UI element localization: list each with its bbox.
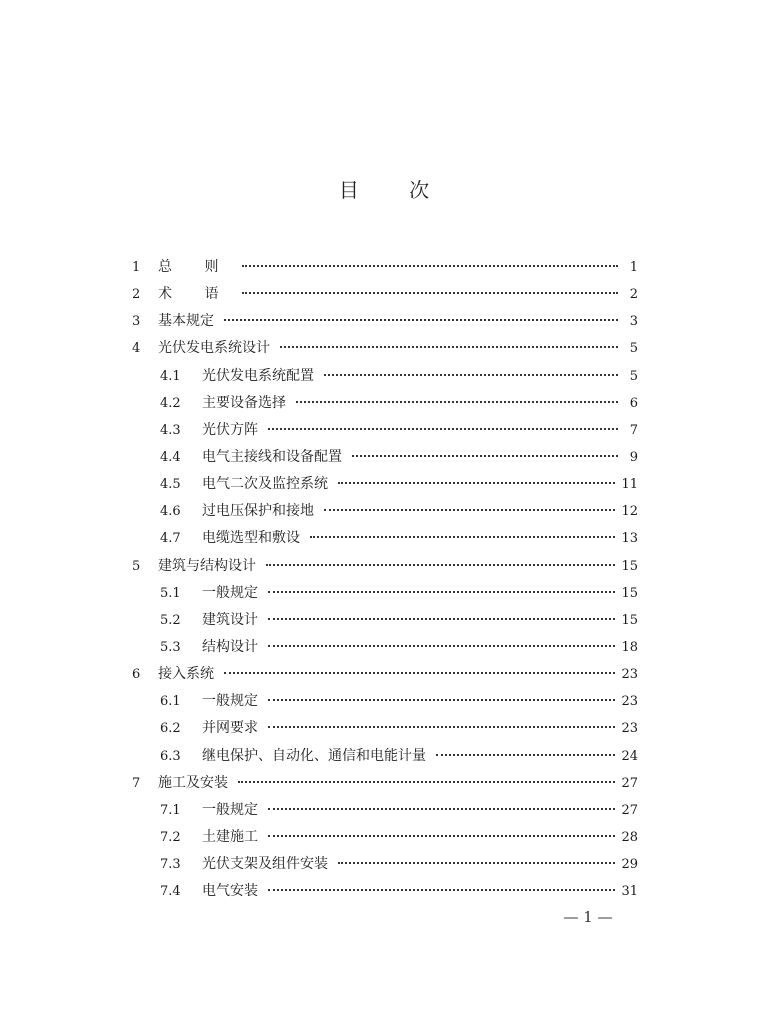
toc-entry[interactable] xyxy=(132,770,638,797)
page-title: 目 次 xyxy=(338,178,452,202)
toc-section-number: 2 xyxy=(132,287,141,303)
toc-dot-leader xyxy=(266,563,615,566)
toc-section-number: 5.2 xyxy=(160,612,181,628)
toc-dot-leader xyxy=(224,671,615,674)
toc-section-number: 4 xyxy=(132,341,141,357)
toc-page-number: 15 xyxy=(621,558,638,574)
toc-entry[interactable] xyxy=(132,254,638,281)
toc-section-number: 6.2 xyxy=(160,721,181,737)
toc-page-number: 1 xyxy=(629,260,638,275)
toc-page-number: 23 xyxy=(621,721,638,737)
toc-section-number: 4.7 xyxy=(160,531,181,547)
toc-page-number: 3 xyxy=(629,314,638,330)
toc-page-number: 12 xyxy=(621,504,638,520)
toc-page-number: 24 xyxy=(621,748,638,764)
toc-section-number: 7.4 xyxy=(160,884,181,900)
toc-entry[interactable] xyxy=(132,417,638,444)
toc-entry[interactable] xyxy=(132,363,638,390)
toc-page-number: 9 xyxy=(629,449,638,465)
toc-section-number: 4.5 xyxy=(160,477,181,493)
toc-section-number: 5 xyxy=(132,558,141,574)
toc-section-title: 过电压保护和接地 xyxy=(202,503,314,520)
toc-dot-leader xyxy=(242,264,618,267)
toc-section-title: 电缆选型和敷设 xyxy=(202,530,300,547)
toc-entry[interactable] xyxy=(132,634,638,661)
toc-entry[interactable] xyxy=(132,851,638,878)
toc-dot-leader xyxy=(268,617,615,620)
toc-dot-leader xyxy=(296,400,618,403)
toc-page-number: 23 xyxy=(621,667,638,683)
toc-page-number: 5 xyxy=(629,341,638,357)
toc-page-number: 2 xyxy=(629,287,638,303)
toc-dot-leader xyxy=(436,753,615,756)
toc-entry[interactable] xyxy=(132,688,638,715)
toc-section-number: 7 xyxy=(132,775,141,791)
toc-section-title: 并网要求 xyxy=(202,720,258,737)
toc-section-number: 6.3 xyxy=(160,748,181,764)
toc-dot-leader xyxy=(352,454,618,457)
toc-dot-leader xyxy=(324,373,618,376)
toc-section-title: 结构设计 xyxy=(202,638,258,655)
toc-entry[interactable] xyxy=(132,743,638,770)
toc-section-number: 4.2 xyxy=(160,395,181,411)
toc-entry[interactable] xyxy=(132,444,638,471)
toc-dot-leader xyxy=(268,725,615,728)
toc-dot-leader xyxy=(324,508,615,511)
toc-dot-leader xyxy=(268,644,615,647)
toc-page-number: 11 xyxy=(621,477,638,493)
toc-section-number: 4.3 xyxy=(160,422,181,438)
toc-section-number: 4.1 xyxy=(160,368,181,384)
toc-page-number: 7 xyxy=(629,422,638,438)
toc-dot-leader xyxy=(238,780,615,783)
toc-section-title: 一般规定 xyxy=(202,693,258,710)
toc-dot-leader xyxy=(268,807,615,810)
toc-entry[interactable] xyxy=(132,335,638,362)
toc-page-number: 23 xyxy=(621,694,638,710)
toc-dot-leader xyxy=(310,535,615,538)
toc-section-title: 建筑设计 xyxy=(202,611,258,628)
toc-entry[interactable] xyxy=(132,824,638,851)
toc-page-number: 27 xyxy=(621,802,638,818)
toc-section-title: 电气二次及监控系统 xyxy=(202,476,328,493)
toc-entry[interactable] xyxy=(132,797,638,824)
toc-section-title: 建筑与结构设计 xyxy=(158,557,256,574)
toc-section-number: 5.1 xyxy=(160,585,181,601)
toc-entry[interactable] xyxy=(132,281,638,308)
toc-section-title: 总 则 xyxy=(158,259,233,275)
toc-page-number: 5 xyxy=(629,368,638,384)
toc-section-number: 7.2 xyxy=(160,829,181,845)
toc-dot-leader xyxy=(338,861,615,864)
toc-section-number: 1 xyxy=(132,260,141,275)
toc-entry[interactable] xyxy=(132,580,638,607)
page-number: — 1 — xyxy=(563,908,613,926)
toc-entry[interactable] xyxy=(132,390,638,417)
toc-page-number: 6 xyxy=(629,395,638,411)
toc-section-title: 光伏发电系统设计 xyxy=(158,340,270,357)
toc-entry[interactable] xyxy=(132,308,638,335)
toc-page-number: 18 xyxy=(621,639,638,655)
toc-dot-leader xyxy=(224,318,618,321)
toc-entry[interactable] xyxy=(132,715,638,742)
toc-section-title: 基本规定 xyxy=(158,313,214,330)
toc-dot-leader xyxy=(268,888,615,891)
toc-page-number: 15 xyxy=(621,612,638,628)
table-of-contents xyxy=(132,254,638,905)
toc-section-title: 主要设备选择 xyxy=(202,394,286,411)
toc-section-title: 术 语 xyxy=(158,286,233,303)
toc-entry[interactable] xyxy=(132,525,638,552)
toc-dot-leader xyxy=(338,481,615,484)
toc-dot-leader xyxy=(268,590,615,593)
toc-section-number: 7.1 xyxy=(160,802,181,818)
toc-section-title: 一般规定 xyxy=(202,584,258,601)
toc-section-number: 4.6 xyxy=(160,504,181,520)
toc-section-number: 7.3 xyxy=(160,857,181,873)
toc-section-title: 电气主接线和设备配置 xyxy=(202,448,342,465)
toc-section-number: 6.1 xyxy=(160,694,181,710)
toc-dot-leader xyxy=(242,291,618,294)
toc-page-number: 28 xyxy=(621,829,638,845)
toc-section-title: 继电保护、自动化、通信和电能计量 xyxy=(202,747,426,764)
toc-section-number: 3 xyxy=(132,314,141,330)
toc-entry[interactable] xyxy=(132,498,638,525)
toc-entry[interactable] xyxy=(132,878,638,905)
toc-entry[interactable] xyxy=(132,553,638,580)
toc-dot-leader xyxy=(280,345,618,348)
toc-page-number: 13 xyxy=(621,531,638,547)
toc-section-title: 施工及安装 xyxy=(158,774,228,791)
toc-page-number: 27 xyxy=(621,775,638,791)
toc-dot-leader xyxy=(268,427,618,430)
toc-section-title: 光伏支架及组件安装 xyxy=(202,856,328,873)
toc-section-title: 接入系统 xyxy=(158,666,214,683)
toc-page-number: 15 xyxy=(621,585,638,601)
toc-section-title: 一般规定 xyxy=(202,801,258,818)
toc-page-number: 31 xyxy=(621,884,638,900)
toc-page-number: 29 xyxy=(621,857,638,873)
toc-dot-leader xyxy=(268,698,615,701)
toc-section-title: 光伏方阵 xyxy=(202,421,258,438)
toc-section-number: 5.3 xyxy=(160,639,181,655)
toc-entry[interactable] xyxy=(132,471,638,498)
toc-section-number: 4.4 xyxy=(160,449,181,465)
toc-entry[interactable] xyxy=(132,607,638,634)
toc-section-title: 电气安装 xyxy=(202,883,258,900)
toc-section-title: 光伏发电系统配置 xyxy=(202,367,314,384)
toc-section-number: 6 xyxy=(132,667,141,683)
toc-dot-leader xyxy=(268,834,615,837)
toc-entry[interactable] xyxy=(132,661,638,688)
toc-section-title: 土建施工 xyxy=(202,828,258,845)
